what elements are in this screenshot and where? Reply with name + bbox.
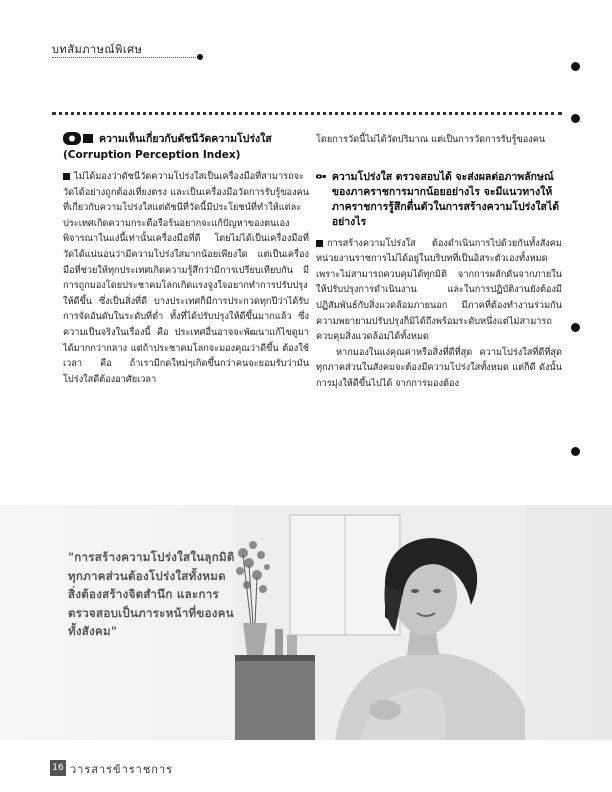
section-separator [52,112,562,115]
margin-dot-icon [571,114,580,123]
right-paragraph-1: การสร้างความโปร่งใส ต้องดำเนินการไปด้วยกันทั้งสังคม หน่วยงานราชการไม่ได้อยู่ในบริบทที่เป็นอิสระตัวเองทั้งหมด เพราะไม่สามารถควบคุมได้ทุกมิติ จากการผลักดันจากภายในให้ปรับปรุงการดำเนินงาน และในการปฏิบัติงานยังต้องมีปฏิสัมพันธ์กับสิ่งแวดล้อมภายนอก มีภาคที่ต้องทำงานร่วมกัน ความพยายามปรับปรุงก็มิได้ถึงพร้อมระดับหนึ่งแต่ไม่สามารถควบคุมสิ่งแวดล้อมได้ทั้งหมด [316,237,562,343]
left-column [63,132,309,387]
right-paragraph-2: หากมองในแง่คุณค่าหรือสิ่งที่ดีที่สุด ความโปร่งใสที่ดีที่สุดทุกภาคส่วนในสังคมจะต้องมีความโปร่งใสทั้งหมด แต่ก็ดี ดังนั้นการมุ่งให้ดีขึ้นไปได้ จากการมองต้อง [316,346,562,389]
bullet-square-icon [63,173,70,180]
header-dot-icon [197,54,203,60]
page-number: 16 [50,760,66,776]
left-heading: ความเห็นเกี่ยวกับดัชนีวัดความโปร่งใส [99,133,272,145]
speech-bubble-icon [316,170,326,183]
bullet-square-icon [316,240,323,247]
right-column [316,132,562,392]
journal-title: วารสารข้าราชการ [70,763,174,776]
right-intro: โดยการวัดนี้ไม่ได้วัดปริมาณ แต่เป็นการวัดการรับรู้ของคน [316,134,546,145]
header-rule [52,57,200,58]
interview-photo [235,505,525,740]
right-heading: ความโปร่งใส ตรวจสอบได้ จะส่งผลต่อภาพลักษณ์ของภาคราชการมากน้อยอย่างไร จะมีแนวทางให้ภาคราชการรู้สึกตื่นตัวในการสร้างความโปร่งใสได้อย่างไร [331,170,560,228]
margin-dot-icon [571,62,580,71]
section-title: บทสัมภาษณ์พิเศษ [52,43,143,56]
margin-dot-icon [571,323,580,332]
portrait-illustration [235,505,525,740]
pull-quote: "การสร้างความโปร่งใสในลุกมิติ ทุกภาคส่วนต้องโปร่งใสทั้งหมด สิ่งต้องสร้างจิตสำนึก และการตรวจสอบเป็นภาระหน้าที่ของคนทั้งสังคม" [68,550,235,638]
margin-dot-icon [571,447,580,456]
speech-bubble-icon [63,132,93,145]
left-heading-en: (Corruption Perception Index) [63,149,241,161]
left-paragraph: ไม่ได้มองว่าดัชนีวัดความโปร่งใสเป็นเครื่องมือที่สามารถจะวัดได้อย่างถูกต้องเที่ยงตรง และเป็นเครื่องมือวัดการรับรู้ของคนที่เกี่ยวกับความโปร่งใสแต่ดัชนีที่วัดนี้มีประโยชน์ที่ทำให้แต่ละประเทศเกิดความกระตือรือร้นอยากจะแก้ปัญหาของตนเอง พิจารณาในแง่นี้เท่านั้นเครื่องมือที่ดี โดยไม่ได้เป็นเครื่องมือที่วัดได้แน่นอนว่ามีความโปร่งใสมากน้อยเพียงใด แต่เป็นเครื่องมือที่ช่วยให้ทุกประเทศเกิดความรู้สึกว่ามีการเปรียบเทียบกัน มีการถูกมองโดยประชาคมโลกเกิดแรงจูงใจอยากทำการปรับปรุงให้ดีขึ้น ซึ่งเป็นสิ่งที่ดี บางประเทศก็มีการประกวดทุกปีว่าได้รับการจัดอันดับในระดับที่ต่ำ ทั้งที่ได้ปรับปรุงให้ดีขึ้นมากแล้ว ซึ่งความเป็นจริงในเรื่องนี้ คือ ประเทศอื่นอาจจะพัฒนาแก้ไขดูมาได้มากกว่ากลาง แต่ถ้าประชาคมโลกจะมองคุณว่าดีขึ้น ต้องใช้เวลา คือ ถ้าเรามีกดใหม่ๆเกิดขึ้นกว่าคนจะยอมรับว่ามันโปร่งใสดีต้องอาศัยเวลา [63,171,309,385]
